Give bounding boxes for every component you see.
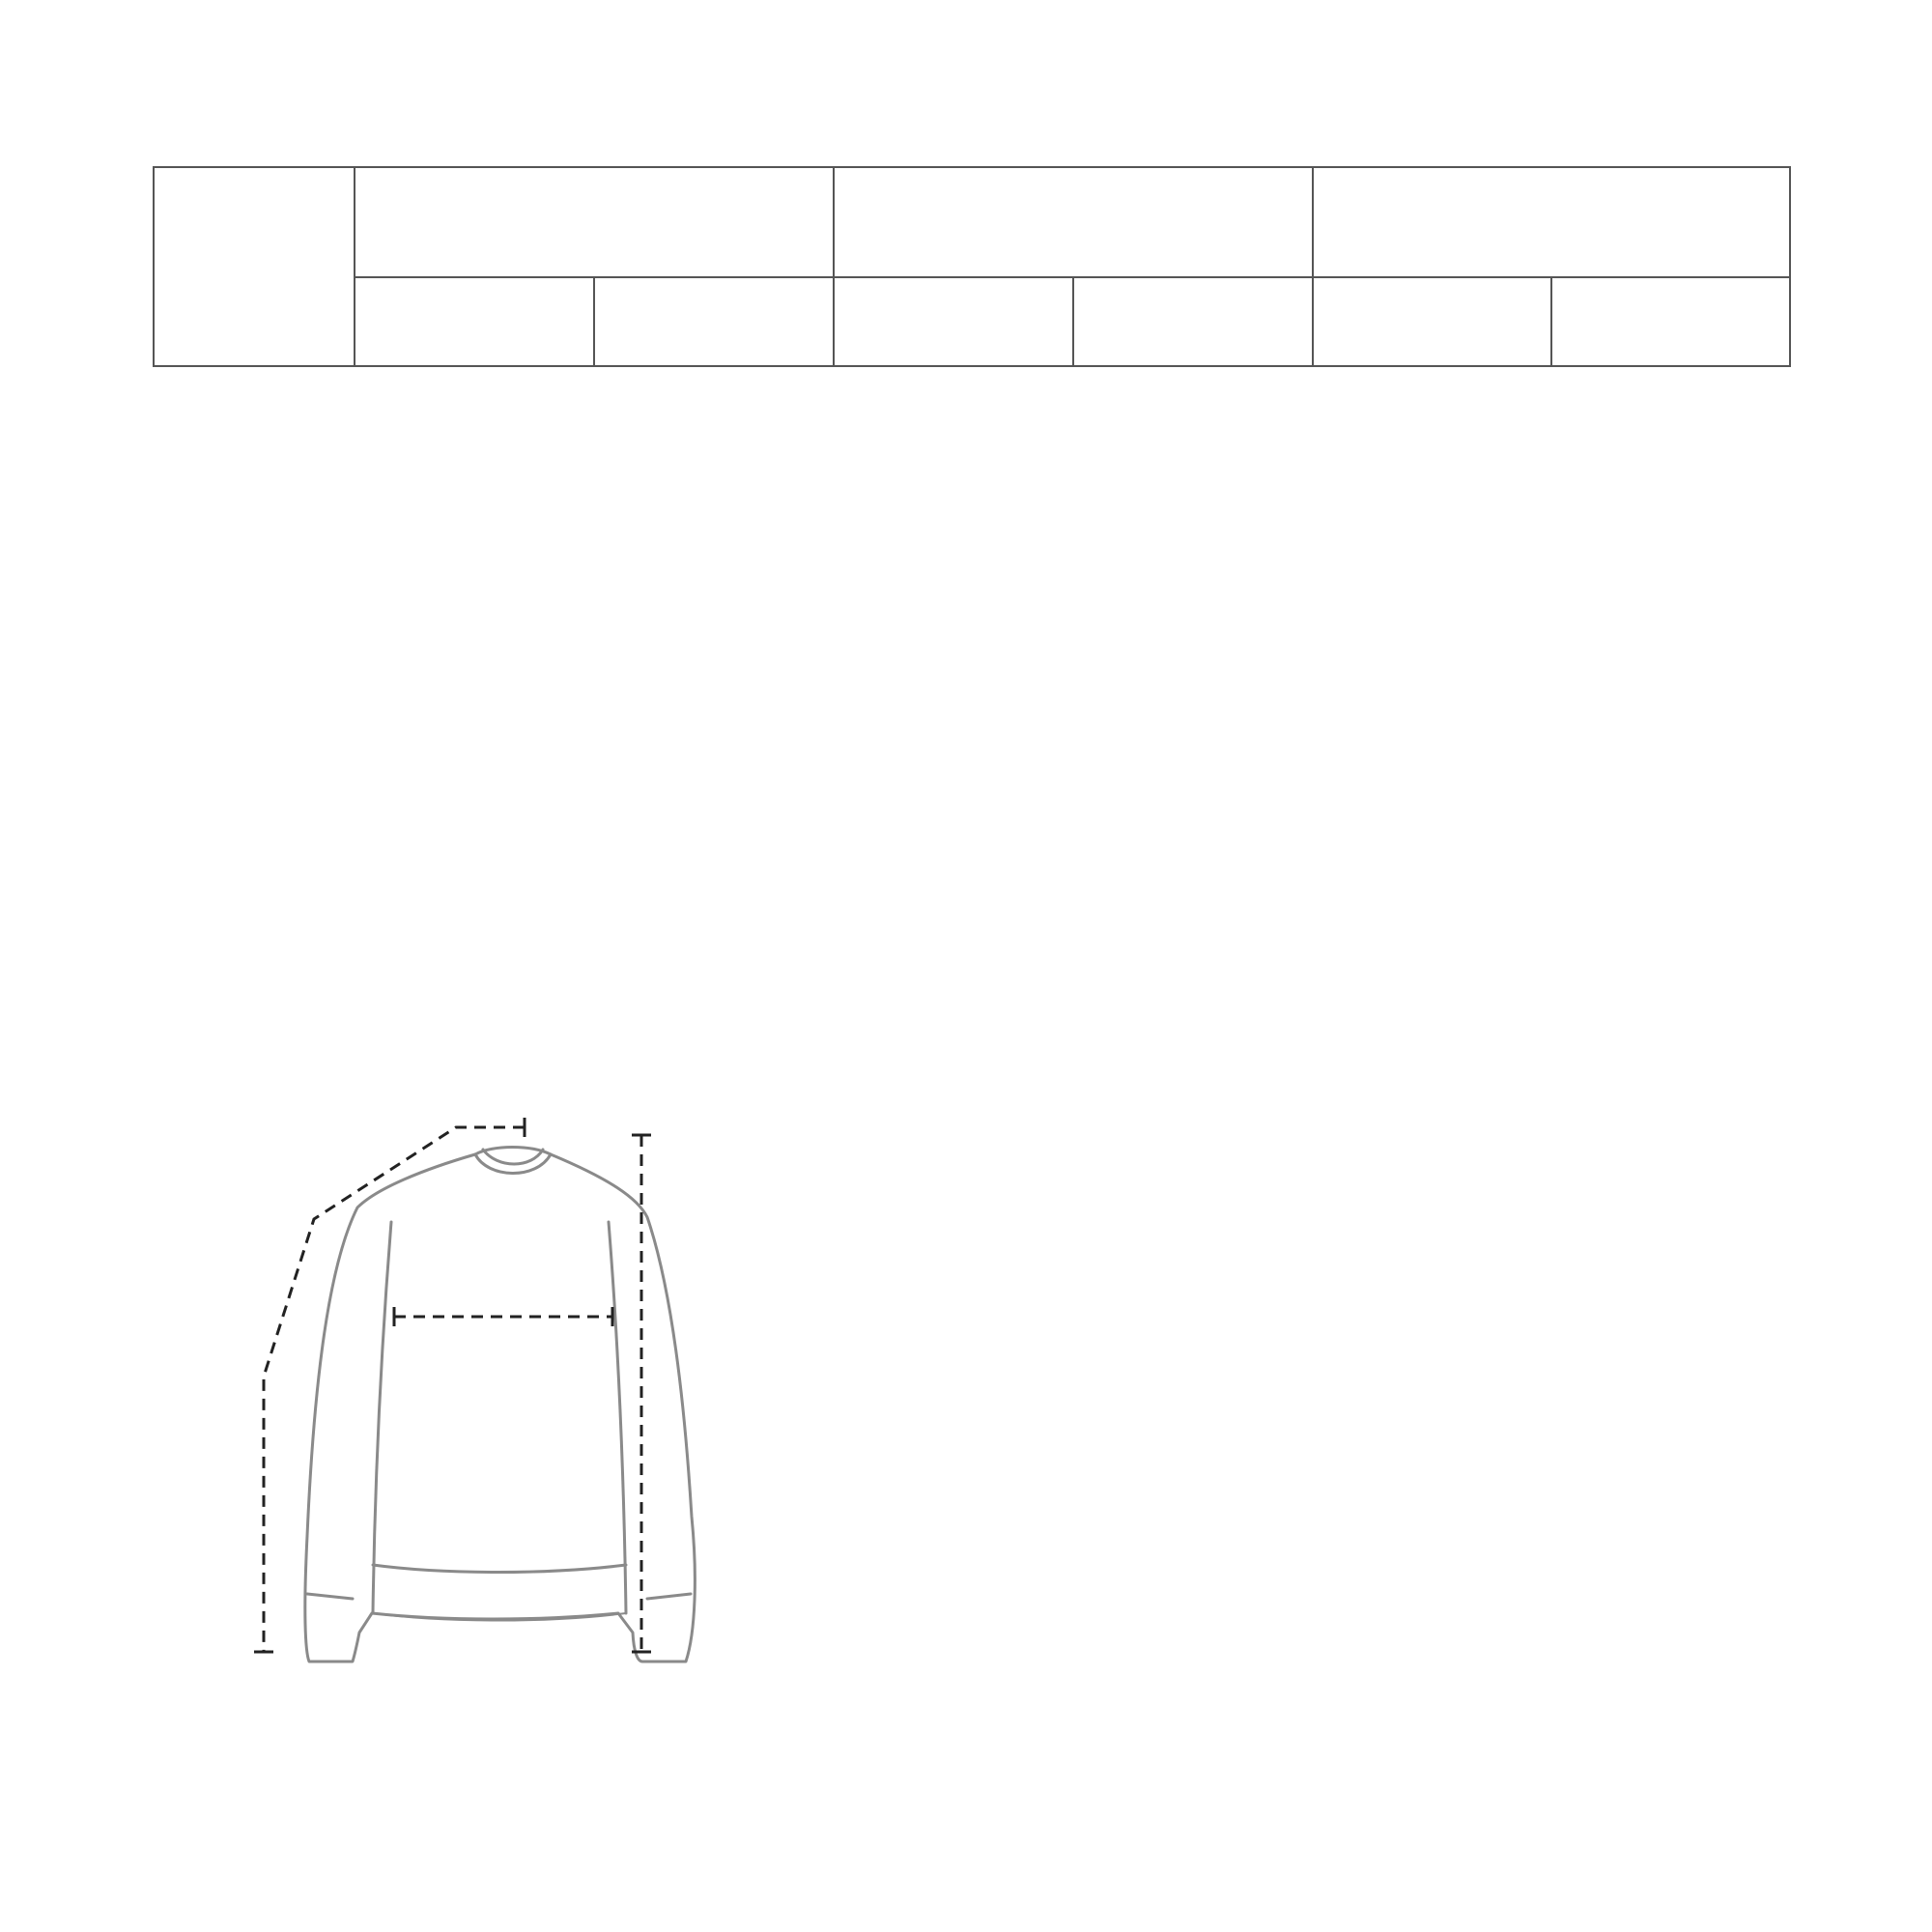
size-header: [154, 167, 355, 366]
sweatshirt-measurement-diagram: [203, 1111, 821, 1768]
unit-header: [594, 277, 834, 366]
sleeve-header: [1313, 167, 1790, 277]
unit-header: [1073, 277, 1313, 366]
unit-header-row: [154, 277, 1790, 366]
length-header: [834, 167, 1313, 277]
unit-header: [1313, 277, 1551, 366]
sweatshirt-icon: [203, 1111, 821, 1768]
chest-header: [355, 167, 834, 277]
unit-header: [834, 277, 1073, 366]
size-chart-table: [153, 166, 1791, 367]
unit-header: [355, 277, 594, 366]
unit-header: [1551, 277, 1790, 366]
group-header-row: [154, 167, 1790, 277]
